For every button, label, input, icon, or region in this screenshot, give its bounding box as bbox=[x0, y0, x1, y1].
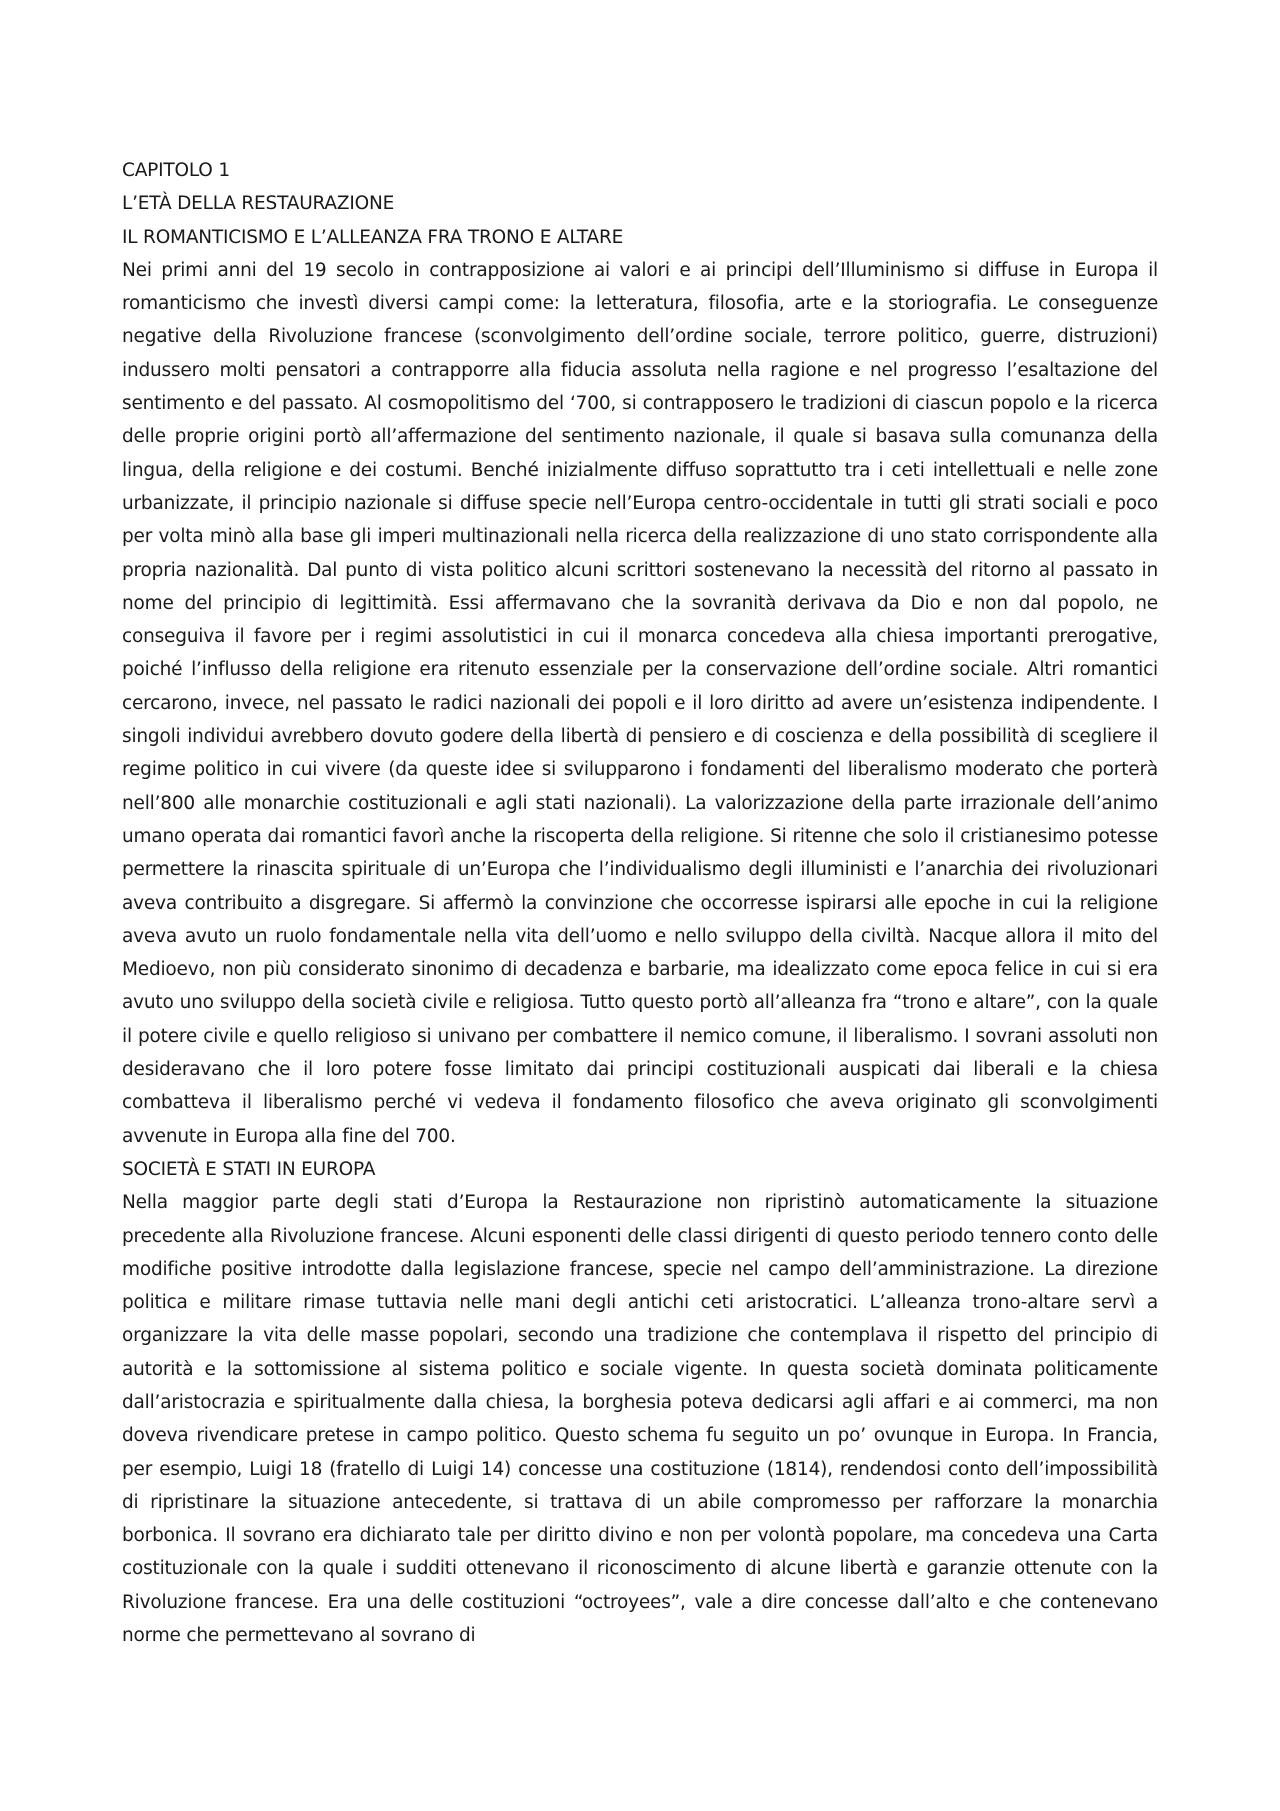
section-text-romanticism: Nei primi anni del 19 secolo in contrapposizione ai valori e ai principi dell’Illuminismo si diffuse in Europa il romanticismo che investì diversi campi come: la letteratura, filosofia, arte e la storiografia. Le conseguenze negative della Rivoluzione francese (sconvolgimento dell’ordine sociale, terrore politico, guerre, distruzioni) indussero molti pensatori a contrapporre alla fiducia assoluta nella ragione e nel progresso l’esaltazione del sentimento e del passato. Al cosmopolitismo del ‘700, si contrapposero le tradizioni di ciascun popolo e la ricerca delle proprie origini portò all’affermazione del sentimento nazionale, il quale si basava sulla comunanza della lingua, della religione e dei costumi. Benché inizialmente diffuso soprattutto tra i ceti intellettuali e nelle zone urbanizzate, il principio nazionale si diffuse specie nell’Europa centro-occidentale in tutti gli strati sociali e poco per volta minò alla base gli imperi multinazionali nella ricerca della realizzazione di uno stato corrispondente alla propria nazionalità. Dal punto di vista politico alcuni scrittori sostenevano la necessità del ritorno al passato in nome del principio di legittimità. Essi affermavano che la sovranità derivava da Dio e non dal popolo, ne conseguiva il favore per i regimi assolutistici in cui il monarca concedeva alla chiesa importanti prerogative, poiché l’influsso della religione era ritenuto essenziale per la conservazione dell’ordine sociale. Altri romantici cercarono, invece, nel passato le radici nazionali dei popoli e il loro diritto ad avere un’esistenza indipendente. I singoli individui avrebbero dovuto godere della libertà di pensiero e di coscienza e della possibilità di scegliere il regime politico in cui vivere (da queste idee si svilupparono i fondamenti del liberalismo moderato che porterà nell’800 alle monarchie costituzionali e agli stati nazionali). La valorizzazione della parte irrazionale dell’animo umano operata dai romantici favorì anche la riscoperta della religione. Si ritenne che solo il cristianesimo potesse permettere la rinascita spirituale di un’Europa che l’individualismo degli illuministi e l’anarchia dei rivoluzionari aveva contribuito a disgregare. Si affermò la convinzione che occorresse ispirarsi alle epoche in cui la religione aveva avuto un ruolo fondamentale nella vita dell’uomo e nello sviluppo della civiltà. Nacque allora il mito del Medioevo, non più considerato sinonimo di decadenza e barbarie, ma idealizzato come epoca felice in cui si era avuto uno sviluppo della società civile e religiosa. Tutto questo portò all’alleanza fra “trono e altare”, con la quale il potere civile e quello religioso si univano per combattere il nemico comune, il liberalismo. I sovrani assoluti non desideravano che il loro potere fosse limitato dai principi costituzionali auspicati dai liberali e la chiesa combatteva il liberalismo perché vi vedeva il fondamento filosofico che aveva originato gli sconvolgimenti avvenute in Europa alla fine del 700. bbox=[122, 259, 1158, 1147]
chapter-title: L’ETÀ DELLA RESTAURAZIONE bbox=[122, 193, 395, 215]
section-heading-romanticism: IL ROMANTICISMO E L’ALLEANZA FRA TRONO E ALTARE bbox=[122, 226, 624, 248]
section-heading-society: SOCIETÀ E STATI IN EUROPA bbox=[122, 1158, 376, 1180]
document-page bbox=[122, 154, 1158, 1652]
chapter-label: CAPITOLO 1 bbox=[122, 160, 230, 181]
section-text-society: Nella maggior parte degli stati d’Europa la Restaurazione non ripristinò automaticamente la situazione precedente alla Rivoluzione francese. Alcuni esponenti delle classi dirigenti di questo periodo tennero conto delle modifiche positive introdotte dalla legislazione francese, specie nel campo dell’amministrazione. La direzione politica e militare rimase tuttavia nelle mani degli antichi ceti aristocratici. L’alleanza trono-altare servì a organizzare la vita delle masse popolari, secondo una tradizione che contemplava il rispetto del principio di autorità e la sottomissione al sistema politico e sociale vigente. In questa società dominata politicamente dall’aristocrazia e spiritualmente dalla chiesa, la borghesia poteva dedicarsi agli affari e ai commerci, ma non doveva rivendicare pretese in campo politico. Questo schema fu seguito un po’ ovunque in Europa. In Francia, per esempio, Luigi 18 (fratello di Luigi 14) concesse una costituzione (1814), rendendosi conto dell’impossibilità di ripristinare la situazione antecedente, si trattava di un abile compromesso per rafforzare la monarchia borbonica. Il sovrano era dichiarato tale per diritto divino e non per volontà popolare, ma concedeva una Carta costituzionale con la quale i sudditi ottenevano il riconoscimento di alcune libertà e garanzie ottenute con la Rivoluzione francese. Era una delle costituzioni “octroyees”, vale a dire concesse dall’alto e che contenevano norme che permettevano al sovrano di bbox=[122, 1192, 1158, 1647]
